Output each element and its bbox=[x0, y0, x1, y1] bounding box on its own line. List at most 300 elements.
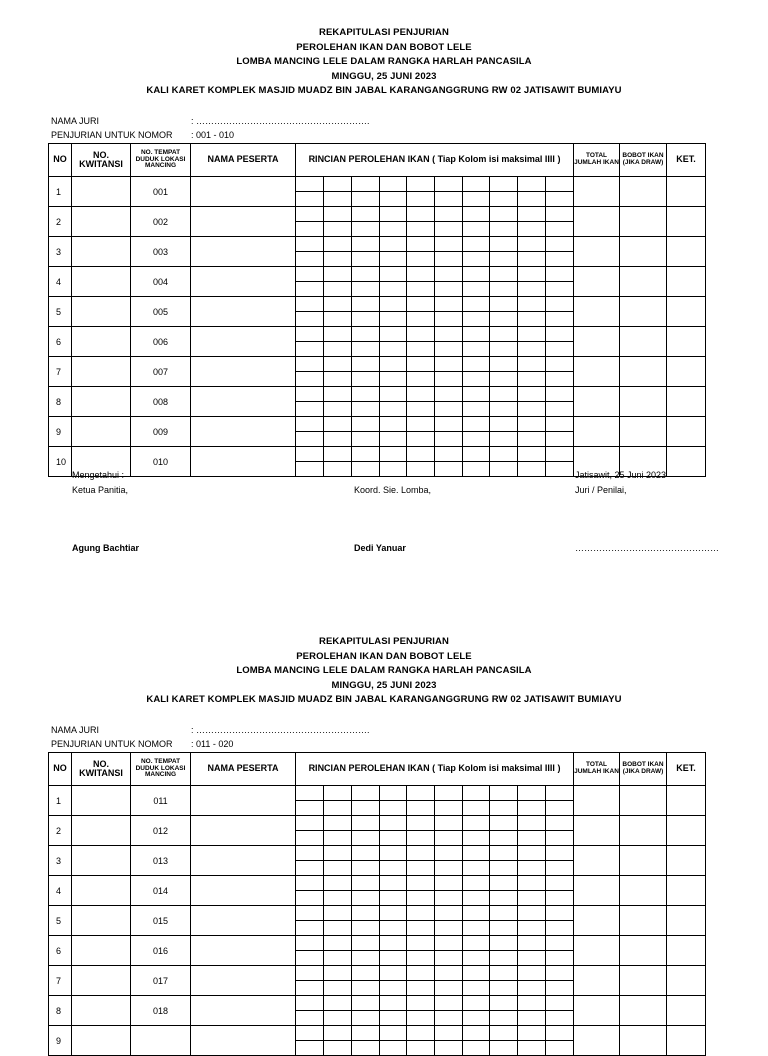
tally-grid[interactable] bbox=[296, 876, 573, 905]
tally-box[interactable] bbox=[518, 267, 546, 282]
tally-box[interactable] bbox=[407, 327, 435, 342]
notes-cell[interactable] bbox=[667, 816, 706, 846]
tally-box[interactable] bbox=[434, 192, 462, 207]
tally-box[interactable] bbox=[545, 876, 573, 891]
tally-box[interactable] bbox=[545, 282, 573, 297]
tally-box[interactable] bbox=[518, 996, 546, 1011]
tally-box[interactable] bbox=[296, 801, 324, 816]
tally-box[interactable] bbox=[296, 192, 324, 207]
tally-box[interactable] bbox=[434, 786, 462, 801]
notes-cell[interactable] bbox=[667, 237, 706, 267]
weight-cell[interactable] bbox=[620, 996, 667, 1026]
tally-box[interactable] bbox=[351, 831, 379, 846]
tally-box[interactable] bbox=[518, 1041, 546, 1056]
tally-box[interactable] bbox=[518, 891, 546, 906]
weight-cell[interactable] bbox=[620, 876, 667, 906]
notes-cell[interactable] bbox=[667, 846, 706, 876]
tally-box[interactable] bbox=[379, 936, 407, 951]
participant-name-cell[interactable] bbox=[191, 327, 296, 357]
weight-cell[interactable] bbox=[620, 237, 667, 267]
tally-box[interactable] bbox=[407, 891, 435, 906]
tally-box[interactable] bbox=[434, 981, 462, 996]
tally-box[interactable] bbox=[462, 846, 490, 861]
tally-box[interactable] bbox=[351, 417, 379, 432]
tally-box[interactable] bbox=[324, 252, 352, 267]
tally-box[interactable] bbox=[379, 267, 407, 282]
tally-box[interactable] bbox=[434, 282, 462, 297]
tally-box[interactable] bbox=[379, 891, 407, 906]
tally-box[interactable] bbox=[379, 981, 407, 996]
total-cell[interactable] bbox=[574, 297, 620, 327]
tally-box[interactable] bbox=[462, 312, 490, 327]
total-cell[interactable] bbox=[574, 876, 620, 906]
tally-box[interactable] bbox=[434, 1011, 462, 1026]
tally-box[interactable] bbox=[462, 951, 490, 966]
catch-tally-cell[interactable] bbox=[296, 387, 574, 417]
tally-box[interactable] bbox=[407, 906, 435, 921]
judge-signature-line[interactable]: ………………………………………… bbox=[575, 543, 719, 553]
tally-box[interactable] bbox=[351, 462, 379, 477]
tally-box[interactable] bbox=[518, 846, 546, 861]
tally-box[interactable] bbox=[462, 297, 490, 312]
tally-box[interactable] bbox=[324, 387, 352, 402]
tally-grid[interactable] bbox=[296, 237, 573, 266]
tally-box[interactable] bbox=[490, 906, 518, 921]
tally-box[interactable] bbox=[296, 786, 324, 801]
tally-box[interactable] bbox=[518, 402, 546, 417]
tally-box[interactable] bbox=[462, 207, 490, 222]
tally-box[interactable] bbox=[434, 357, 462, 372]
tally-box[interactable] bbox=[462, 372, 490, 387]
tally-box[interactable] bbox=[407, 312, 435, 327]
participant-name-cell[interactable] bbox=[191, 237, 296, 267]
catch-tally-cell[interactable] bbox=[296, 297, 574, 327]
tally-grid[interactable] bbox=[296, 816, 573, 845]
tally-box[interactable] bbox=[462, 222, 490, 237]
tally-box[interactable] bbox=[462, 1041, 490, 1056]
tally-box[interactable] bbox=[462, 996, 490, 1011]
tally-box[interactable] bbox=[545, 831, 573, 846]
notes-cell[interactable] bbox=[667, 387, 706, 417]
tally-box[interactable] bbox=[545, 462, 573, 477]
notes-cell[interactable] bbox=[667, 357, 706, 387]
catch-tally-cell[interactable] bbox=[296, 786, 574, 816]
tally-box[interactable] bbox=[407, 432, 435, 447]
tally-box[interactable] bbox=[545, 357, 573, 372]
tally-box[interactable] bbox=[434, 951, 462, 966]
tally-grid[interactable] bbox=[296, 996, 573, 1025]
tally-box[interactable] bbox=[296, 876, 324, 891]
tally-box[interactable] bbox=[518, 192, 546, 207]
tally-box[interactable] bbox=[379, 177, 407, 192]
tally-box[interactable] bbox=[407, 252, 435, 267]
tally-box[interactable] bbox=[462, 936, 490, 951]
tally-box[interactable] bbox=[351, 846, 379, 861]
tally-box[interactable] bbox=[324, 831, 352, 846]
notes-cell[interactable] bbox=[667, 417, 706, 447]
tally-box[interactable] bbox=[545, 1011, 573, 1026]
tally-grid[interactable] bbox=[296, 1026, 573, 1055]
tally-box[interactable] bbox=[407, 861, 435, 876]
tally-box[interactable] bbox=[462, 786, 490, 801]
weight-cell[interactable] bbox=[620, 327, 667, 357]
tally-box[interactable] bbox=[545, 342, 573, 357]
tally-box[interactable] bbox=[518, 222, 546, 237]
tally-box[interactable] bbox=[490, 996, 518, 1011]
tally-box[interactable] bbox=[407, 951, 435, 966]
tally-box[interactable] bbox=[545, 816, 573, 831]
tally-box[interactable] bbox=[490, 207, 518, 222]
tally-box[interactable] bbox=[324, 207, 352, 222]
tally-box[interactable] bbox=[407, 267, 435, 282]
tally-box[interactable] bbox=[351, 1011, 379, 1026]
tally-box[interactable] bbox=[379, 831, 407, 846]
total-cell[interactable] bbox=[574, 906, 620, 936]
tally-box[interactable] bbox=[434, 1041, 462, 1056]
catch-tally-cell[interactable] bbox=[296, 816, 574, 846]
tally-box[interactable] bbox=[434, 996, 462, 1011]
tally-box[interactable] bbox=[351, 951, 379, 966]
tally-box[interactable] bbox=[490, 432, 518, 447]
tally-box[interactable] bbox=[379, 846, 407, 861]
tally-box[interactable] bbox=[351, 816, 379, 831]
tally-box[interactable] bbox=[324, 996, 352, 1011]
tally-box[interactable] bbox=[545, 327, 573, 342]
tally-box[interactable] bbox=[379, 906, 407, 921]
tally-box[interactable] bbox=[379, 222, 407, 237]
participant-name-cell[interactable] bbox=[191, 357, 296, 387]
tally-box[interactable] bbox=[490, 936, 518, 951]
tally-box[interactable] bbox=[379, 801, 407, 816]
tally-box[interactable] bbox=[518, 432, 546, 447]
weight-cell[interactable] bbox=[620, 816, 667, 846]
tally-box[interactable] bbox=[324, 417, 352, 432]
tally-box[interactable] bbox=[351, 906, 379, 921]
tally-box[interactable] bbox=[296, 1041, 324, 1056]
tally-box[interactable] bbox=[462, 801, 490, 816]
tally-box[interactable] bbox=[324, 237, 352, 252]
receipt-cell[interactable] bbox=[72, 846, 131, 876]
tally-box[interactable] bbox=[518, 1026, 546, 1041]
tally-box[interactable] bbox=[545, 447, 573, 462]
tally-box[interactable] bbox=[407, 966, 435, 981]
tally-box[interactable] bbox=[324, 267, 352, 282]
tally-box[interactable] bbox=[462, 417, 490, 432]
tally-box[interactable] bbox=[324, 297, 352, 312]
tally-box[interactable] bbox=[518, 372, 546, 387]
tally-grid[interactable] bbox=[296, 267, 573, 296]
tally-box[interactable] bbox=[351, 801, 379, 816]
tally-box[interactable] bbox=[379, 1041, 407, 1056]
tally-box[interactable] bbox=[324, 981, 352, 996]
tally-box[interactable] bbox=[407, 876, 435, 891]
tally-box[interactable] bbox=[518, 861, 546, 876]
tally-box[interactable] bbox=[407, 222, 435, 237]
tally-box[interactable] bbox=[545, 237, 573, 252]
tally-box[interactable] bbox=[324, 936, 352, 951]
tally-box[interactable] bbox=[518, 786, 546, 801]
tally-grid[interactable] bbox=[296, 387, 573, 416]
tally-box[interactable] bbox=[545, 891, 573, 906]
weight-cell[interactable] bbox=[620, 966, 667, 996]
total-cell[interactable] bbox=[574, 417, 620, 447]
total-cell[interactable] bbox=[574, 966, 620, 996]
tally-box[interactable] bbox=[490, 816, 518, 831]
tally-box[interactable] bbox=[351, 357, 379, 372]
participant-name-cell[interactable] bbox=[191, 906, 296, 936]
tally-box[interactable] bbox=[324, 861, 352, 876]
receipt-cell[interactable] bbox=[72, 966, 131, 996]
receipt-cell[interactable] bbox=[72, 387, 131, 417]
tally-box[interactable] bbox=[490, 402, 518, 417]
tally-box[interactable] bbox=[518, 1011, 546, 1026]
tally-box[interactable] bbox=[324, 432, 352, 447]
tally-box[interactable] bbox=[462, 432, 490, 447]
catch-tally-cell[interactable] bbox=[296, 417, 574, 447]
tally-box[interactable] bbox=[407, 297, 435, 312]
catch-tally-cell[interactable] bbox=[296, 936, 574, 966]
tally-box[interactable] bbox=[518, 357, 546, 372]
tally-box[interactable] bbox=[296, 252, 324, 267]
tally-box[interactable] bbox=[490, 297, 518, 312]
tally-box[interactable] bbox=[351, 192, 379, 207]
tally-box[interactable] bbox=[351, 237, 379, 252]
tally-box[interactable] bbox=[296, 417, 324, 432]
tally-box[interactable] bbox=[296, 207, 324, 222]
receipt-cell[interactable] bbox=[72, 327, 131, 357]
tally-box[interactable] bbox=[434, 177, 462, 192]
tally-box[interactable] bbox=[545, 801, 573, 816]
tally-box[interactable] bbox=[545, 1026, 573, 1041]
tally-box[interactable] bbox=[296, 981, 324, 996]
tally-box[interactable] bbox=[296, 282, 324, 297]
tally-box[interactable] bbox=[518, 966, 546, 981]
tally-box[interactable] bbox=[324, 876, 352, 891]
tally-box[interactable] bbox=[379, 1026, 407, 1041]
total-cell[interactable] bbox=[574, 177, 620, 207]
tally-box[interactable] bbox=[434, 417, 462, 432]
tally-box[interactable] bbox=[490, 876, 518, 891]
tally-box[interactable] bbox=[545, 177, 573, 192]
tally-box[interactable] bbox=[462, 357, 490, 372]
tally-box[interactable] bbox=[407, 447, 435, 462]
tally-box[interactable] bbox=[462, 192, 490, 207]
tally-box[interactable] bbox=[490, 252, 518, 267]
tally-box[interactable] bbox=[490, 222, 518, 237]
tally-box[interactable] bbox=[351, 267, 379, 282]
tally-box[interactable] bbox=[407, 372, 435, 387]
tally-box[interactable] bbox=[462, 252, 490, 267]
notes-cell[interactable] bbox=[667, 1026, 706, 1056]
tally-box[interactable] bbox=[490, 357, 518, 372]
receipt-cell[interactable] bbox=[72, 207, 131, 237]
tally-box[interactable] bbox=[462, 282, 490, 297]
tally-box[interactable] bbox=[545, 846, 573, 861]
catch-tally-cell[interactable] bbox=[296, 327, 574, 357]
participant-name-cell[interactable] bbox=[191, 267, 296, 297]
participant-name-cell[interactable] bbox=[191, 297, 296, 327]
tally-box[interactable] bbox=[518, 387, 546, 402]
tally-box[interactable] bbox=[462, 402, 490, 417]
tally-box[interactable] bbox=[462, 237, 490, 252]
tally-box[interactable] bbox=[490, 1041, 518, 1056]
tally-box[interactable] bbox=[407, 342, 435, 357]
tally-box[interactable] bbox=[407, 237, 435, 252]
tally-box[interactable] bbox=[518, 951, 546, 966]
tally-grid[interactable] bbox=[296, 297, 573, 326]
participant-name-cell[interactable] bbox=[191, 177, 296, 207]
tally-box[interactable] bbox=[518, 801, 546, 816]
notes-cell[interactable] bbox=[667, 327, 706, 357]
tally-box[interactable] bbox=[434, 462, 462, 477]
tally-grid[interactable] bbox=[296, 357, 573, 386]
total-cell[interactable] bbox=[574, 1026, 620, 1056]
judge-name-value[interactable]: : …………………………………………………. bbox=[191, 116, 370, 126]
tally-box[interactable] bbox=[490, 327, 518, 342]
receipt-cell[interactable] bbox=[72, 417, 131, 447]
tally-box[interactable] bbox=[545, 786, 573, 801]
tally-box[interactable] bbox=[545, 951, 573, 966]
tally-box[interactable] bbox=[462, 906, 490, 921]
participant-name-cell[interactable] bbox=[191, 417, 296, 447]
tally-box[interactable] bbox=[434, 312, 462, 327]
tally-box[interactable] bbox=[407, 1026, 435, 1041]
tally-grid[interactable] bbox=[296, 936, 573, 965]
tally-box[interactable] bbox=[407, 387, 435, 402]
tally-box[interactable] bbox=[434, 816, 462, 831]
tally-box[interactable] bbox=[324, 846, 352, 861]
notes-cell[interactable] bbox=[667, 447, 706, 477]
tally-box[interactable] bbox=[379, 1011, 407, 1026]
tally-box[interactable] bbox=[324, 891, 352, 906]
weight-cell[interactable] bbox=[620, 936, 667, 966]
tally-box[interactable] bbox=[296, 177, 324, 192]
total-cell[interactable] bbox=[574, 267, 620, 297]
tally-box[interactable] bbox=[545, 297, 573, 312]
tally-box[interactable] bbox=[351, 981, 379, 996]
tally-box[interactable] bbox=[490, 801, 518, 816]
tally-box[interactable] bbox=[351, 876, 379, 891]
tally-box[interactable] bbox=[351, 996, 379, 1011]
participant-name-cell[interactable] bbox=[191, 1026, 296, 1056]
tally-grid[interactable] bbox=[296, 207, 573, 236]
tally-box[interactable] bbox=[296, 891, 324, 906]
tally-box[interactable] bbox=[490, 1026, 518, 1041]
receipt-cell[interactable] bbox=[72, 816, 131, 846]
tally-box[interactable] bbox=[518, 876, 546, 891]
tally-box[interactable] bbox=[462, 447, 490, 462]
tally-box[interactable] bbox=[490, 282, 518, 297]
tally-box[interactable] bbox=[324, 192, 352, 207]
tally-box[interactable] bbox=[324, 801, 352, 816]
tally-box[interactable] bbox=[490, 786, 518, 801]
tally-box[interactable] bbox=[296, 312, 324, 327]
tally-box[interactable] bbox=[518, 417, 546, 432]
tally-box[interactable] bbox=[379, 432, 407, 447]
tally-box[interactable] bbox=[545, 222, 573, 237]
total-cell[interactable] bbox=[574, 816, 620, 846]
catch-tally-cell[interactable] bbox=[296, 237, 574, 267]
tally-box[interactable] bbox=[379, 951, 407, 966]
tally-box[interactable] bbox=[462, 861, 490, 876]
tally-box[interactable] bbox=[518, 816, 546, 831]
tally-box[interactable] bbox=[518, 282, 546, 297]
tally-box[interactable] bbox=[434, 846, 462, 861]
tally-box[interactable] bbox=[324, 177, 352, 192]
tally-box[interactable] bbox=[434, 297, 462, 312]
notes-cell[interactable] bbox=[667, 876, 706, 906]
tally-box[interactable] bbox=[545, 312, 573, 327]
tally-box[interactable] bbox=[296, 816, 324, 831]
tally-box[interactable] bbox=[379, 372, 407, 387]
tally-box[interactable] bbox=[324, 1026, 352, 1041]
catch-tally-cell[interactable] bbox=[296, 846, 574, 876]
total-cell[interactable] bbox=[574, 996, 620, 1026]
tally-box[interactable] bbox=[434, 876, 462, 891]
tally-box[interactable] bbox=[545, 981, 573, 996]
tally-box[interactable] bbox=[296, 951, 324, 966]
tally-box[interactable] bbox=[407, 831, 435, 846]
receipt-cell[interactable] bbox=[72, 936, 131, 966]
notes-cell[interactable] bbox=[667, 207, 706, 237]
tally-grid[interactable] bbox=[296, 786, 573, 815]
tally-box[interactable] bbox=[545, 966, 573, 981]
receipt-cell[interactable] bbox=[72, 1026, 131, 1056]
tally-box[interactable] bbox=[462, 1026, 490, 1041]
tally-box[interactable] bbox=[351, 372, 379, 387]
total-cell[interactable] bbox=[574, 387, 620, 417]
tally-box[interactable] bbox=[518, 936, 546, 951]
tally-box[interactable] bbox=[462, 966, 490, 981]
tally-box[interactable] bbox=[545, 387, 573, 402]
tally-box[interactable] bbox=[490, 921, 518, 936]
tally-box[interactable] bbox=[351, 207, 379, 222]
tally-box[interactable] bbox=[434, 891, 462, 906]
tally-box[interactable] bbox=[324, 222, 352, 237]
tally-box[interactable] bbox=[407, 1011, 435, 1026]
tally-box[interactable] bbox=[434, 432, 462, 447]
tally-box[interactable] bbox=[351, 312, 379, 327]
tally-box[interactable] bbox=[324, 786, 352, 801]
tally-box[interactable] bbox=[324, 1041, 352, 1056]
tally-box[interactable] bbox=[490, 447, 518, 462]
catch-tally-cell[interactable] bbox=[296, 447, 574, 477]
tally-box[interactable] bbox=[490, 846, 518, 861]
tally-grid[interactable] bbox=[296, 417, 573, 446]
receipt-cell[interactable] bbox=[72, 237, 131, 267]
tally-box[interactable] bbox=[434, 801, 462, 816]
tally-box[interactable] bbox=[490, 891, 518, 906]
tally-box[interactable] bbox=[407, 846, 435, 861]
tally-box[interactable] bbox=[407, 981, 435, 996]
tally-box[interactable] bbox=[296, 327, 324, 342]
tally-box[interactable] bbox=[407, 192, 435, 207]
catch-tally-cell[interactable] bbox=[296, 1026, 574, 1056]
tally-box[interactable] bbox=[462, 327, 490, 342]
tally-box[interactable] bbox=[545, 921, 573, 936]
tally-box[interactable] bbox=[351, 177, 379, 192]
participant-name-cell[interactable] bbox=[191, 936, 296, 966]
tally-box[interactable] bbox=[407, 357, 435, 372]
participant-name-cell[interactable] bbox=[191, 786, 296, 816]
tally-box[interactable] bbox=[462, 876, 490, 891]
tally-box[interactable] bbox=[407, 801, 435, 816]
tally-box[interactable] bbox=[324, 462, 352, 477]
tally-box[interactable] bbox=[518, 906, 546, 921]
tally-box[interactable] bbox=[434, 237, 462, 252]
tally-box[interactable] bbox=[296, 387, 324, 402]
participant-name-cell[interactable] bbox=[191, 816, 296, 846]
